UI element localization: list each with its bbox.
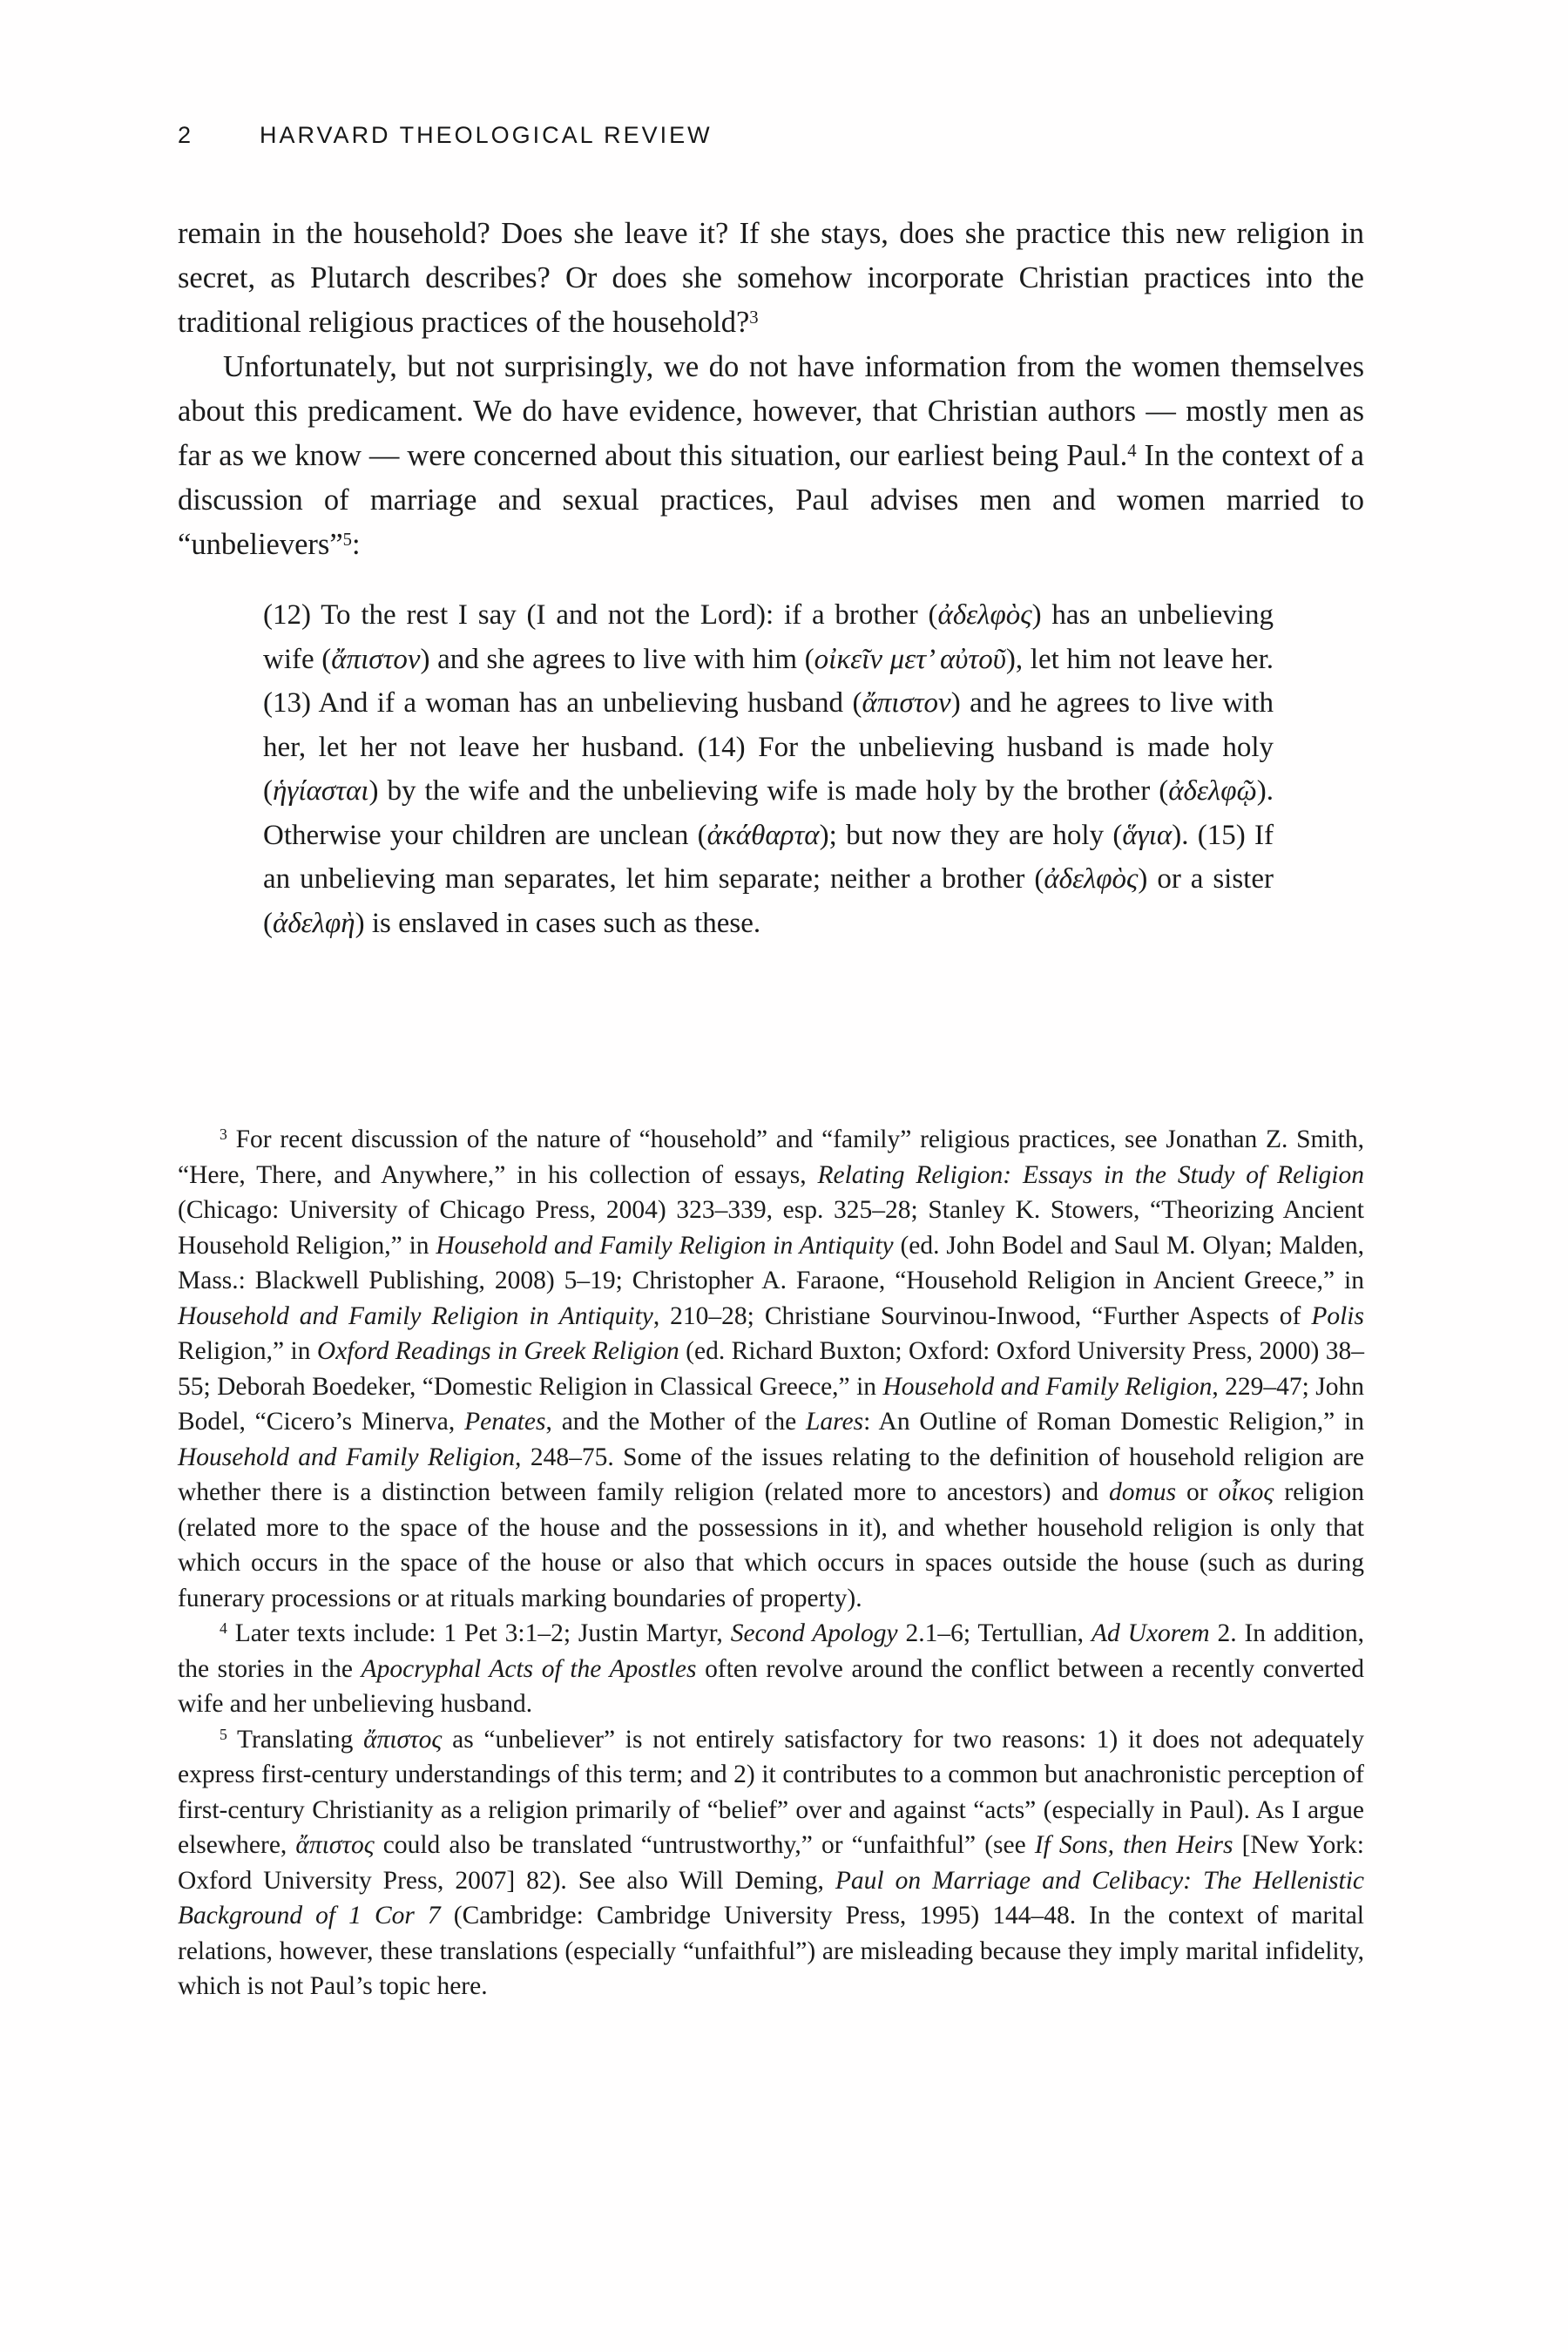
footnotes-section [178,1122,1364,2004]
body-paragraph-2: Unfortunately, but not surprisingly, we do not have information from the women themselves about this predicament. We do have evidence, however, that Christian authors — mostly men as far as we know — were concerned about this situation, our earliest being Paul.$^4$ In the context of a discussion of marriage and sexual practices, Paul advises men and women married to “unbelievers”$^5$: [178,350,1364,561]
body-paragraph-1: remain in the household? Does she leave it? If she stays, does she practice this new religion in secret, as Plutarch describes? Or does she somehow incorporate Christian practices into the traditional religious practices of the household?$^3$ [178,217,1364,339]
footnote-4: $^4$ Later texts include: 1 Pet 3:1–2; Justin Martyr, Second Apology 2.1–6; Tertullian, Ad Uxorem 2. In addition, the stories in the Apocryphal Acts of the Apostles often revolve around the conflict between a recently converted wife and her unbelieving husband. [178,1619,1365,1718]
block-quote: (12) To the rest I say (I and not the Lord): if a brother (ἀδελφὸς) has an unbelieving wife (ἄπιστον) and she agrees to live with him (οἰκεῖν μετ’ αὐτοῦ), let him not leave her. (13) And if a woman has an unbelieving husband (ἄπιστον) and he agrees to live with her, let her not leave her husband. (14) For the unbelieving husband is made holy (ἡγίασται) by the wife and the unbelieving wife is made holy by the brother (ἀδελφῷ). Otherwise your children are unclean (ἀκάθαρτα); but now they are holy (ἅγια). (15) If an unbelieving man separates, let him separate; neither a brother (ἀδελφὸς) or a sister (ἀδελφὴ) is enslaved in cases such as these. [263,599,1274,939]
footnote-3: $^3$ For recent discussion of the nature of “household” and “family” religious practices, see Jonathan Z. Smith, “Here, There, and Anywhere,” in his collection of essays, Relating Religion: Essays in the Study of Religion (Chicago: University of Chicago Press, 2004) 323–339, esp. 325–28; Stanley K. Stowers, “Theorizing Ancient Household Religion,” in Household and Family Religion in Antiquity (ed. John Bodel and Saul M. Olyan; Malden, Mass.: Blackwell Publishing, 2008) 5–19; Christopher A. Faraone, “Household Religion in Ancient Greece,” in Household and Family Religion in Antiquity, 210–28; Christiane Sourvinou-Inwood, “Further Aspects of Polis Religion,” in Oxford Readings in Greek Religion (ed. Richard Buxton; Oxford: Oxford University Press, 2000) 38–55; Deborah Boedeker, “Domestic Religion in Classical Greece,” in Household and Family Religion, 229–47; John Bodel, “Cicero’s Minerva, Penates, and the Mother of the Lares: An Outline of Roman Domestic Religion,” in Household and Family Religion, 248–75. Some of the issues relating to the definition of household religion are whether there is a distinction between family religion (related more to ancestors) and domus or οἶκος religion (related more to the space of the house and the possessions in it), and whether household religion is only that which occurs in the space of the house or also that which occurs in spaces outside the house (such as during funerary processions or at rituals marking boundaries of property). [178,1125,1365,1612]
running-head [178,122,713,149]
footnote-5: $^5$ Translating ἄπιστος as “unbeliever” is not entirely satisfactory for two reasons: 1) it does not adequately express first-century understandings of this term; and 2) it contributes to a common but anachronistic perception of first-century Christianity as a religion primarily of “belief” over and against “acts” (especially in Paul). As I argue elsewhere, ἄπιστος could also be translated “untrustworthy,” or “unfaithful” (see If Sons, then Heirs [New York: Oxford University Press, 2007] 82). See also Will Deming, Paul on Marriage and Celibacy: The Hellenistic Background of 1 Cor 7 (Cambridge: Cambridge University Press, 1995) 144–48. In the context of marital relations, however, these translations (especially “unfaithful”) are misleading because they imply marital infidelity, which is not Paul’s topic here. [178,1725,1364,2000]
page-content [178,212,1364,945]
page-number: 2 [178,122,194,148]
journal-title: HARVARD THEOLOGICAL REVIEW [260,122,713,148]
